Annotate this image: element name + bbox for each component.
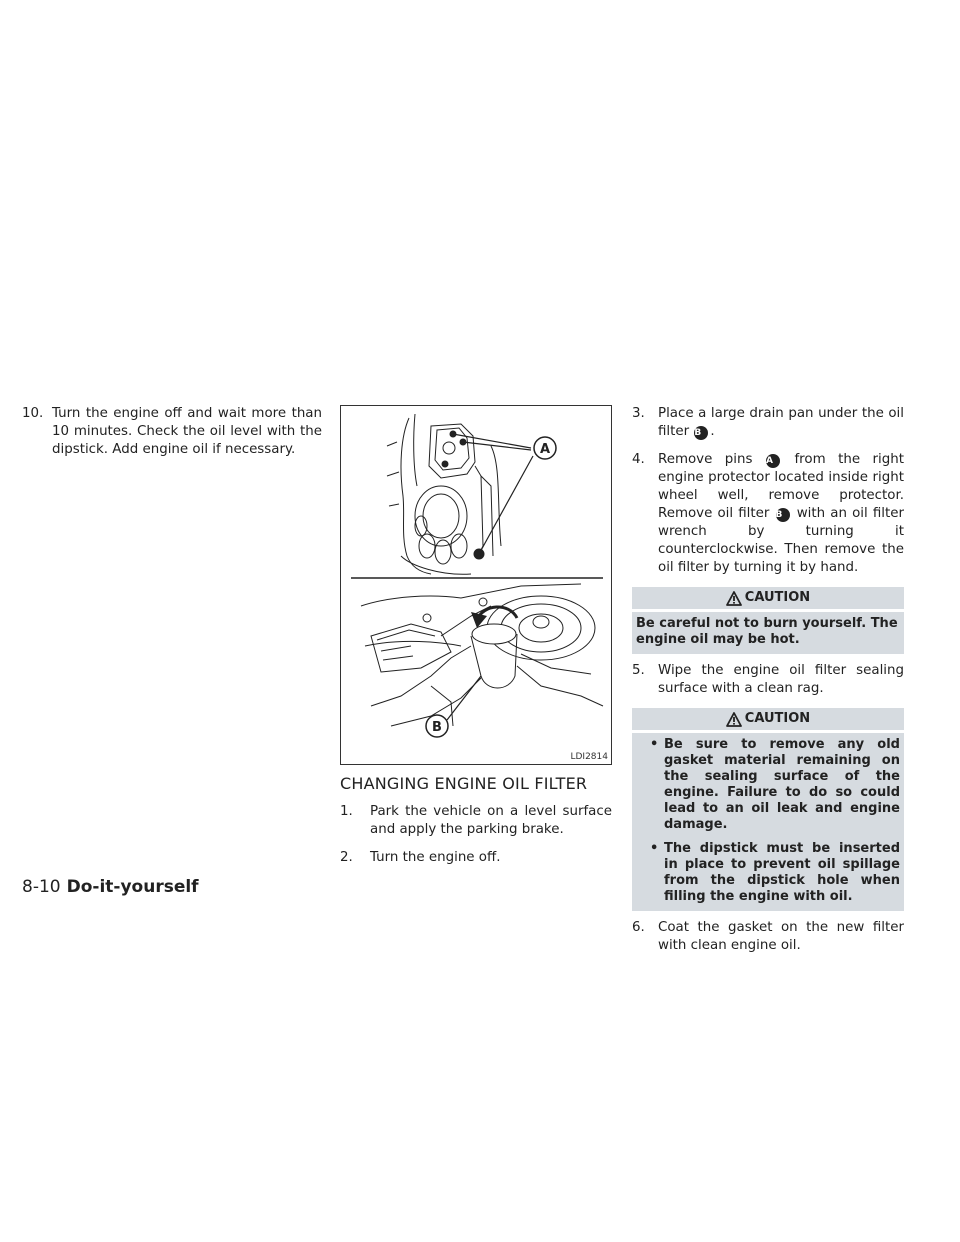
step-text: Wipe the engine oil filter sealing surface with a clean rag. — [658, 663, 904, 696]
step-4 — [632, 451, 904, 577]
warning-triangle-icon — [726, 712, 742, 727]
caution-bullet — [636, 841, 900, 905]
step-10 — [22, 405, 322, 459]
chapter-title: Do-it-yourself — [66, 877, 199, 897]
step-number: 5. — [632, 663, 645, 678]
step-3 — [632, 405, 904, 441]
section-title: CHANGING ENGINE OIL FILTER — [340, 774, 588, 793]
callout-a-text: A — [539, 442, 551, 457]
bullet-dot: • — [650, 841, 659, 856]
caution-header — [632, 708, 904, 730]
middle-column — [340, 405, 612, 877]
step-number: 2. — [340, 850, 353, 865]
step-2 — [340, 849, 612, 867]
step-text-end: . — [710, 424, 715, 439]
callout-b-text: B — [432, 720, 442, 735]
callout-a-badge: A — [766, 454, 780, 468]
oil-filter-illustration — [340, 405, 612, 765]
step-text: Place a large drain pan under the oil filter — [658, 406, 904, 439]
figure-code: LDI2814 — [570, 752, 608, 762]
step-5 — [632, 662, 904, 698]
step-number: 6. — [632, 920, 645, 935]
caution-box-burn — [632, 612, 904, 654]
step-text: Remove pins — [658, 452, 753, 467]
step-1 — [340, 803, 612, 839]
caution-title: CAUTION — [744, 711, 811, 726]
step-number: 1. — [340, 804, 353, 819]
page-number: 8-10 — [22, 877, 61, 897]
step-text-middle: from the right engine protector located inside right wheel well, remove protector. Remove oil filter — [658, 452, 905, 521]
step-text-end: with an oil filter wrench by turning it counterclockwise. Then remove the oil filter by turning it by hand. — [658, 506, 904, 575]
caution-header — [632, 587, 904, 609]
step-number: 3. — [632, 406, 645, 421]
step-text: Turn the engine off. — [370, 850, 501, 865]
caution-bullet-text: Be sure to remove any old gasket material remaining on the sealing surface of the engine. Failure to do so could lead to an oil leak and engine damage. — [664, 737, 900, 832]
left-column — [22, 405, 322, 469]
step-text: Turn the engine off and wait more than 10 minutes. Check the oil level with the dipstick. Add engine oil if necessary. — [52, 406, 322, 457]
step-text: Coat the gasket on the new filter with clean engine oil. — [658, 920, 904, 953]
step-text: Park the vehicle on a level surface and apply the parking brake. — [370, 804, 612, 837]
warning-triangle-icon — [726, 591, 742, 606]
callout-b-badge: B — [694, 426, 708, 440]
caution-title: CAUTION — [744, 590, 811, 605]
caution-bullet — [636, 737, 900, 833]
page-footer — [22, 877, 199, 897]
engine-illustration-graphic — [341, 406, 611, 764]
caution-text: Be careful not to burn yourself. The engine oil may be hot. — [636, 616, 898, 647]
caution-bullet-text: The dipstick must be inserted in place to prevent oil spillage from the dipstick hole when filling the engine with oil. — [664, 841, 900, 904]
caution-box-gasket — [632, 733, 904, 911]
right-column — [632, 405, 904, 965]
bullet-dot: • — [650, 737, 659, 752]
step-number: 4. — [632, 452, 645, 467]
step-6 — [632, 919, 904, 955]
step-number: 10. — [22, 406, 44, 421]
callout-b-badge: B — [776, 508, 790, 522]
